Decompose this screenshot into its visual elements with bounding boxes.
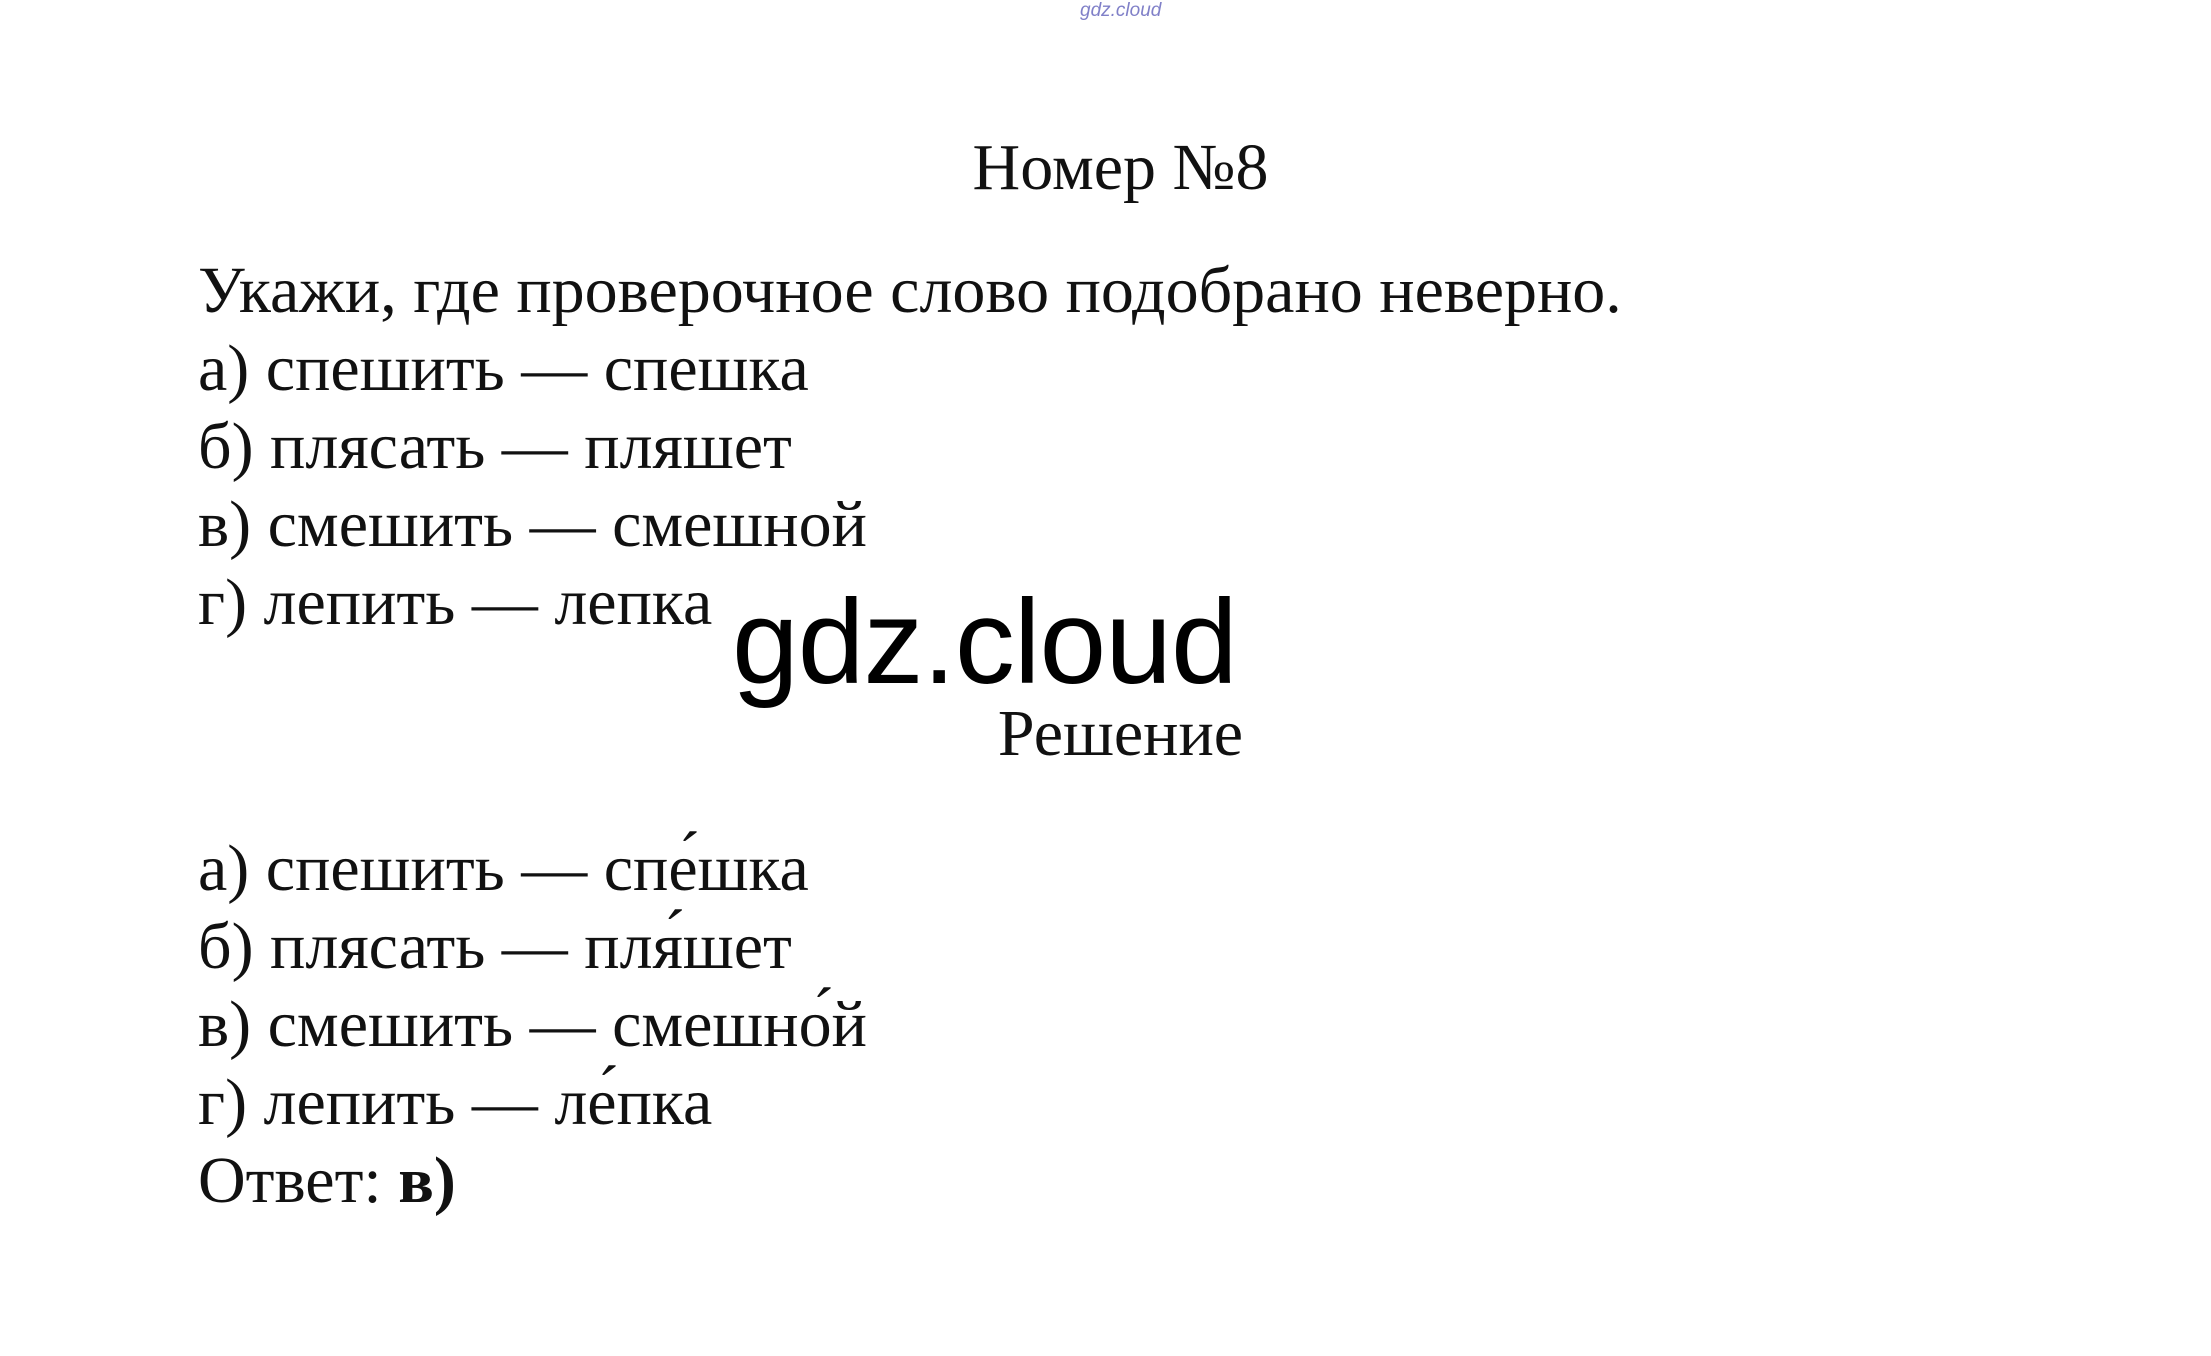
solution-title [0, 694, 2211, 774]
page-title [0, 128, 2211, 208]
answer-label: Ответ: [198, 1144, 399, 1217]
top-watermark-text: gdz.cloud [1080, 0, 1162, 21]
answer-value: в) [398, 1144, 456, 1217]
page-title-text: Номер №8 [972, 131, 1269, 204]
gdz-cloud-watermark: gdz.cloud [732, 575, 1237, 709]
answer-line [198, 1142, 867, 1220]
solution-line-a: а) спешить — спе́шка [198, 832, 809, 905]
solution-title-text: Решение [997, 697, 1244, 770]
solution-line-b: б) плясать — пля́шет [198, 910, 792, 983]
task-option-v: в) смешить — смешной [198, 488, 867, 561]
task-option-b: б) плясать — пляшет [198, 410, 792, 483]
task-option-g: г) лепить — лепка [198, 566, 713, 639]
task-question: Укажи, где проверочное слово подобрано неверно. [198, 254, 1622, 327]
task-option-a: а) спешить — спешка [198, 332, 809, 405]
solution-line-g: г) лепить — ле́пка [198, 1066, 713, 1139]
solution-block [198, 830, 867, 1220]
solution-line-v: в) смешить — смешно́й [198, 988, 867, 1061]
